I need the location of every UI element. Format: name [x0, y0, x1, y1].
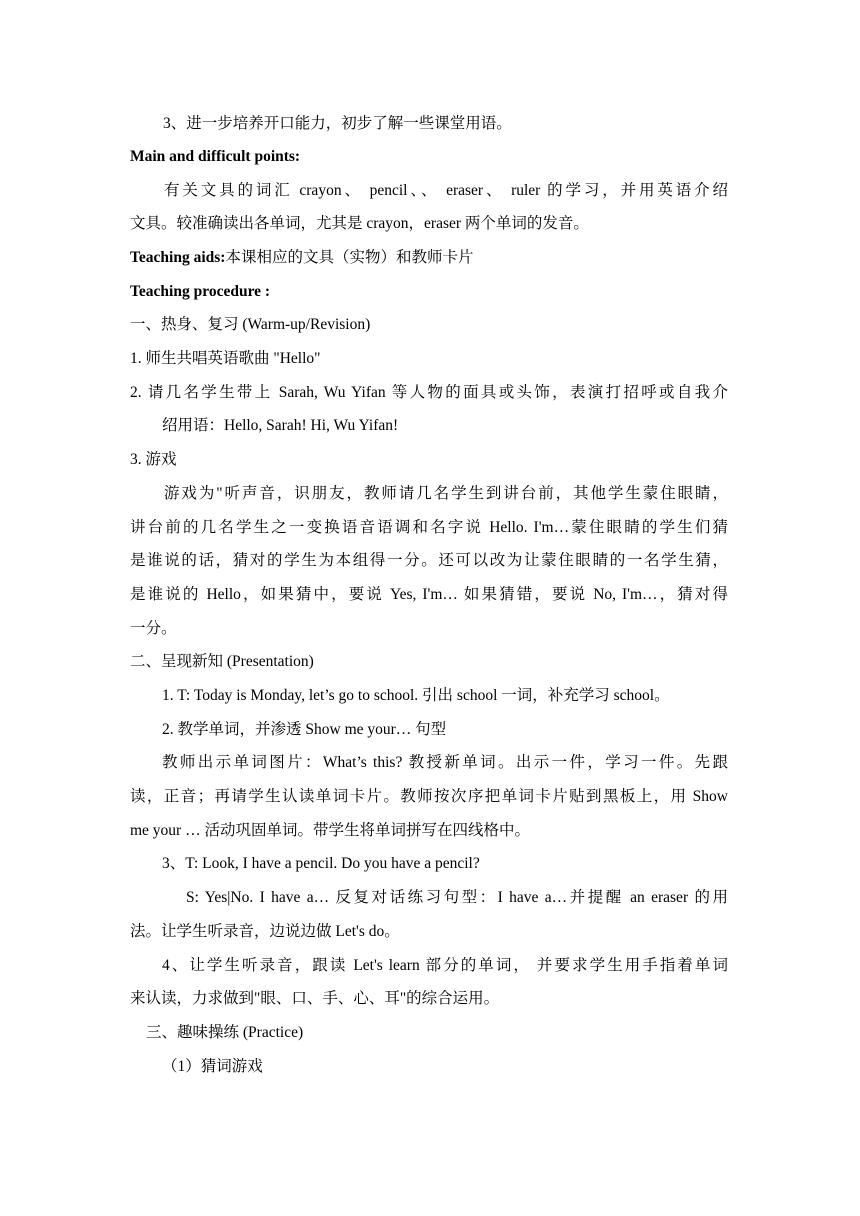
step-2-4-line-1: 4、让学生听录音，跟读 Let's learn 部分的单词， 并要求学生用手指着单词 — [162, 957, 728, 974]
game-line-3: 是谁说的话，猜对的学生为本组得一分。还可以改为让蒙住眼睛的一名学生猜， — [130, 552, 728, 569]
step-1-3: 3. 游戏 — [130, 451, 177, 468]
step-2-2: 2. 教学单词，并渗透 Show me your… 句型 — [162, 721, 447, 738]
heading-teaching-aids: Teaching aids: — [130, 249, 226, 266]
step-2-2-detail-line-1: 教师出示单词图片：What’s this? 教授新单词。出示一件，学习一件。先跟 — [162, 754, 728, 771]
section-2-heading: 二、呈现新知 (Presentation) — [130, 653, 314, 670]
game-line-5: 一分。 — [130, 620, 177, 637]
section-3-heading: 三、趣味操练 (Practice) — [146, 1024, 304, 1041]
practice-item-1: （1）猜词游戏 — [162, 1058, 263, 1075]
heading-main-points: Main and difficult points: — [130, 148, 301, 165]
step-2-3: 3、T: Look, I have a pencil. Do you have a pencil? — [162, 855, 480, 872]
teaching-aids-line — [130, 247, 473, 269]
step-1-2-line-2: 绍用语：Hello, Sarah! Hi, Wu Yifan! — [162, 417, 399, 434]
step-2-3-detail-line-2: 法。让学生听录音，边说边做 Let's do。 — [130, 923, 400, 940]
objective-line-3: 3、进一步培养开口能力，初步了解一些课堂用语。 — [163, 115, 512, 132]
teaching-aids-text: 本课相应的文具（实物）和教师卡片 — [225, 249, 474, 266]
step-2-3-detail-line-1: S: Yes|No. I have a… 反复对话练习句型：I have a…并提醒 an eraser 的用 — [186, 889, 728, 906]
step-1-2-line-1: 2. 请几名学生带上 Sarah, Wu Yifan 等人物的面具或头饰，表演打招呼或自我介 — [130, 384, 728, 401]
game-line-2: 讲台前的几名学生之一变换语音语调和名字说 Hello. I'm…蒙住眼睛的学生们猜 — [130, 519, 728, 536]
step-2-2-detail-line-2: 读，正音；再请学生认读单词卡片。教师按次序把单词卡片贴到黑板上，用 Show — [130, 788, 728, 805]
step-2-1: 1. T: Today is Monday, let’s go to school. 引出 school 一词，补充学习 school。 — [162, 687, 670, 704]
main-points-line-2: 文具。较准确读出各单词，尤其是 crayon，eraser 两个单词的发音。 — [130, 215, 589, 232]
step-1-1: 1. 师生共唱英语歌曲 "Hello" — [130, 350, 321, 367]
game-line-4: 是谁说的 Hello，如果猜中，要说 Yes, I'm… 如果猜错，要说 No, I'm…，猜对得 — [130, 586, 728, 603]
step-2-2-detail-line-3: me your … 活动巩固单词。带学生将单词拼写在四线格中。 — [130, 822, 530, 839]
heading-teaching-procedure: Teaching procedure : — [130, 283, 271, 300]
step-2-4-line-2: 来认读，力求做到"眼、口、手、心、耳"的综合运用。 — [130, 990, 500, 1007]
main-points-line-1: 有关文具的词汇 crayon、 pencil、、 eraser、 ruler 的学习，并用英语介绍 — [164, 182, 728, 199]
game-line-1: 游戏为"听声音，识朋友，教师请几名学生到讲台前，其他学生蒙住眼睛， — [164, 485, 728, 502]
section-1-heading: 一、热身、复习 (Warm-up/Revision) — [130, 316, 371, 333]
